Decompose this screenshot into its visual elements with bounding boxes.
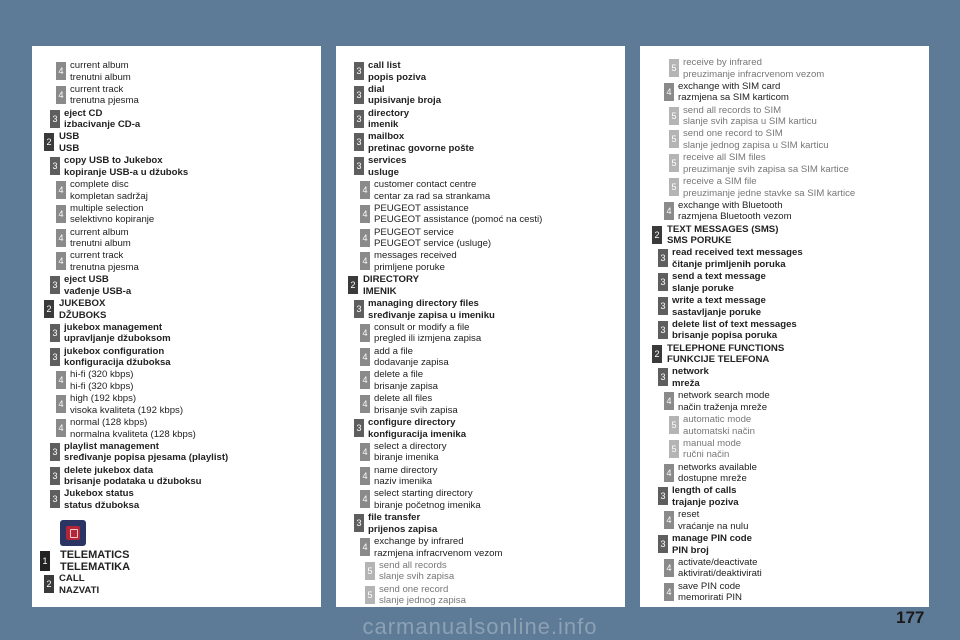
entry-label-en: TELEMATICS (60, 549, 130, 561)
menu-entry (640, 175, 929, 199)
entry-label-en: send all records (379, 559, 447, 571)
entry-label-hr: TELEMATIKA (60, 561, 131, 573)
level-badge: 4 (56, 419, 66, 437)
entry-label-hr: preuzimanje jedne stavke sa SIM kartice (683, 187, 856, 199)
entry-label-en: customer contact centre (374, 178, 477, 190)
menu-entry (32, 464, 321, 488)
level-badge: 4 (56, 229, 66, 247)
entry-label-en: hi-fi (320 kbps) (70, 369, 134, 381)
entry-label-hr: dostupne mreže (678, 473, 747, 485)
entry-label-en: receive a SIM file (683, 175, 757, 187)
menu-entry (32, 83, 321, 107)
level-badge: 4 (56, 62, 66, 80)
menu-entry-list (336, 59, 625, 606)
menu-entry (32, 59, 321, 83)
entry-label-en: networks available (678, 461, 757, 473)
entry-label-hr: dodavanje zapisa (374, 357, 449, 369)
menu-entry (336, 154, 625, 178)
level-badge: 4 (360, 181, 370, 199)
entry-label-en: exchange with Bluetooth (678, 199, 783, 211)
entry-label-en: activate/deactivate (678, 556, 758, 568)
entry-label-en: length of calls (672, 485, 737, 497)
menu-entry (640, 294, 929, 318)
page-number: 177 (896, 608, 925, 627)
entry-label-hr: izbacivanje CD-a (64, 119, 141, 131)
entry-label-hr: slanje poruke (672, 282, 734, 294)
entry-label-en: write a text message (672, 294, 766, 306)
menu-entry (640, 389, 929, 413)
menu-entry (640, 437, 929, 461)
entry-label-hr: SMS PORUKE (667, 235, 732, 247)
entry-label-hr: sređivanje popisa pjesama (playlist) (64, 452, 229, 464)
entry-label-hr: vađenje USB-a (64, 285, 132, 297)
menu-entry (640, 246, 929, 270)
entry-label-en: jukebox configuration (64, 345, 165, 357)
entry-label-en: reset (678, 509, 700, 521)
level-badge: 3 (50, 490, 60, 508)
entry-label-en: send one record to SIM (683, 128, 783, 140)
menu-entry (336, 226, 625, 250)
entry-label-hr: konfiguracija imenika (368, 428, 467, 440)
entry-label-en: services (368, 155, 407, 167)
entry-label-en: CALL (59, 573, 85, 584)
entry-label-en: current track (70, 83, 124, 95)
entry-label-hr: biranje početnog imenika (374, 499, 481, 511)
menu-entry (640, 556, 929, 580)
watermark: carmanualsonline.info (362, 614, 598, 639)
level-badge: 3 (50, 467, 60, 485)
entry-label-hr: preuzimanje svih zapisa sa SIM kartice (683, 163, 849, 175)
menu-entry (336, 83, 625, 107)
level-badge: 5 (669, 416, 679, 434)
level-badge: 3 (50, 324, 60, 342)
entry-label-en: call list (368, 60, 401, 71)
level-badge: 3 (354, 133, 364, 151)
entry-label-hr: PEUGEOT assistance (pomoć na cesti) (374, 214, 543, 226)
menu-entry (336, 559, 625, 583)
menu-entry (640, 342, 929, 366)
level-badge: 3 (658, 535, 668, 553)
menu-entry (32, 249, 321, 273)
entry-label-hr: konfiguracija džuboksa (64, 357, 171, 369)
level-badge: 3 (50, 157, 60, 175)
entry-label-hr: DŽUBOKS (59, 309, 107, 321)
level-badge: 3 (658, 487, 668, 505)
entry-label-en: send all records to SIM (683, 104, 782, 116)
level-badge: 4 (664, 559, 674, 577)
menu-entry (32, 178, 321, 202)
menu-entry (336, 107, 625, 131)
level-badge: 4 (360, 467, 370, 485)
level-badge: 5 (669, 59, 679, 77)
entry-label-en: high (192 kbps) (70, 393, 137, 405)
entry-label-hr: slanje jednog zapisa (379, 595, 466, 607)
entry-label-hr: prijenos zapisa (368, 523, 438, 535)
menu-entry (32, 107, 321, 131)
entry-label-hr: vraćanje na nulu (678, 520, 749, 532)
entry-label-hr: primljene poruke (374, 261, 445, 273)
entry-label-en: delete jukebox data (64, 464, 154, 476)
level-badge: 4 (56, 395, 66, 413)
entry-label-hr: memorirati PIN (678, 592, 742, 604)
entry-label-en: Jukebox status (64, 488, 134, 500)
entry-label-hr: trenutna pjesma (70, 95, 139, 107)
level-badge: 3 (354, 86, 364, 104)
menu-entry (640, 318, 929, 342)
entry-label-hr: slanje svih zapisa u SIM karticu (683, 116, 817, 128)
entry-label-en: managing directory files (368, 297, 479, 309)
entry-label-hr: USB (59, 142, 80, 154)
menu-entry (32, 130, 321, 154)
entry-label-hr: sređivanje zapisa u imeniku (368, 309, 495, 321)
level-badge: 4 (360, 324, 370, 342)
entry-label-hr: razmjena sa SIM karticom (678, 92, 789, 104)
entry-label-en: save PIN code (678, 580, 741, 592)
menu-column-3 (640, 46, 929, 607)
level-badge: 5 (669, 130, 679, 148)
entry-label-hr: pretinac govorne pošte (368, 142, 475, 154)
entry-label-hr: IMENIK (363, 285, 397, 297)
level-badge: 2 (348, 276, 358, 294)
level-badge: 4 (56, 86, 66, 104)
level-badge: 3 (354, 110, 364, 128)
entry-label-hr: naziv imenika (374, 476, 433, 488)
menu-entry (32, 273, 321, 297)
entry-label-en: send one record (379, 583, 449, 595)
entry-label-en: messages received (374, 250, 457, 262)
menu-entry (336, 178, 625, 202)
entry-label-en: consult or modify a file (374, 321, 470, 333)
entry-label-en: delete a file (374, 369, 424, 381)
entry-label-hr: usluge (368, 166, 399, 178)
entry-label-en: multiple selection (70, 202, 144, 214)
level-badge: 4 (56, 371, 66, 389)
entry-label-hr: čitanje primljenih poruka (672, 258, 786, 270)
level-badge: 5 (669, 154, 679, 172)
level-badge: 4 (664, 83, 674, 101)
menu-entry (640, 104, 929, 128)
level-badge: 3 (354, 514, 364, 532)
menu-entry (640, 532, 929, 556)
menu-entry (336, 368, 625, 392)
level-badge: 5 (365, 562, 375, 580)
entry-label-hr: FUNKCIJE TELEFONA (667, 354, 770, 366)
menu-entry (336, 535, 625, 559)
entry-label-en: DIRECTORY (363, 274, 419, 286)
menu-entry (640, 413, 929, 437)
entry-label-en: mailbox (368, 131, 405, 143)
entry-label-en: current album (70, 226, 129, 238)
entry-label-hr: ručni način (683, 449, 730, 461)
menu-entry (32, 345, 321, 369)
menu-entry (336, 345, 625, 369)
level-badge: 4 (664, 583, 674, 601)
entry-label-en: network (672, 366, 709, 378)
entry-label-en: playlist management (64, 440, 159, 452)
menu-entry (32, 440, 321, 464)
entry-label-hr: popis poziva (368, 71, 427, 83)
entry-label-en: name directory (374, 464, 438, 476)
menu-entry (32, 487, 321, 511)
level-badge: 2 (652, 345, 662, 363)
entry-label-en: PEUGEOT service (374, 226, 454, 238)
menu-entry (336, 202, 625, 226)
level-badge: 5 (669, 178, 679, 196)
entry-label-en: copy USB to Jukebox (64, 155, 163, 167)
level-badge: 3 (658, 273, 668, 291)
menu-entry (640, 508, 929, 532)
entry-label-hr: aktivirati/deaktivirati (678, 568, 762, 580)
entry-label-en: TELEPHONE FUNCTIONS (667, 342, 785, 354)
level-badge: 3 (354, 419, 364, 437)
entry-label-hr: PEUGEOT service (usluge) (374, 238, 492, 250)
level-badge: 4 (360, 348, 370, 366)
entry-label-hr: automatski način (683, 425, 755, 437)
menu-column-2 (336, 46, 625, 607)
level-badge: 5 (669, 440, 679, 458)
entry-label-hr: brisanje svih zapisa (374, 404, 458, 416)
level-badge: 4 (664, 392, 674, 410)
menu-entry (336, 583, 625, 607)
entry-label-hr: trajanje poziva (672, 496, 739, 508)
entry-label-hr: normalna kvaliteta (128 kbps) (70, 428, 196, 440)
menu-entry (336, 249, 625, 273)
entry-label-en: manage PIN code (672, 532, 752, 544)
entry-label-en: PEUGEOT assistance (374, 202, 469, 214)
telematics-icon (60, 520, 86, 546)
level-badge: 5 (669, 107, 679, 125)
entry-label-hr: pregled ili izmjena zapisa (374, 333, 482, 345)
menu-entry (336, 392, 625, 416)
level-badge: 3 (354, 62, 364, 80)
entry-label-hr: razmjena infracrvenom vezom (374, 547, 503, 559)
entry-label-hr: trenutni album (70, 238, 131, 250)
entry-label-en: select starting directory (374, 488, 473, 500)
entry-label-en: current album (70, 60, 129, 71)
menu-entry (640, 461, 929, 485)
entry-label-hr: trenutni album (70, 71, 131, 83)
menu-entry (640, 580, 929, 604)
entry-label-hr: upisivanje broja (368, 95, 442, 107)
entry-label-hr: preuzimanje infracrvenom vezom (683, 68, 825, 80)
entry-label-hr: NAZVATI (59, 584, 100, 596)
menu-entry (336, 416, 625, 440)
level-badge: 4 (360, 371, 370, 389)
level-badge: 2 (652, 226, 662, 244)
menu-entry-list (640, 56, 929, 603)
menu-entry (640, 56, 929, 80)
menu-entry (336, 59, 625, 83)
entry-label-en: exchange by infrared (374, 535, 464, 547)
entry-label-hr: trenutna pjesma (70, 261, 139, 273)
entry-label-en: receive by infrared (683, 57, 762, 68)
entry-label-en: jukebox management (64, 321, 163, 333)
entry-label-en: send a text message (672, 271, 766, 283)
level-badge: 4 (664, 202, 674, 220)
entry-label-hr: visoka kvaliteta (192 kbps) (70, 404, 184, 416)
level-badge: 3 (50, 110, 60, 128)
level-badge: 5 (365, 586, 375, 604)
menu-entry-list (32, 59, 321, 511)
entry-label-hr: razmjena Bluetooth vezom (678, 211, 792, 223)
entry-label-en: TEXT MESSAGES (SMS) (667, 223, 779, 235)
level-badge: 3 (50, 276, 60, 294)
entry-label-en: automatic mode (683, 413, 752, 425)
menu-entry (640, 127, 929, 151)
entry-label-en: select a directory (374, 440, 447, 452)
entry-label-en: dial (368, 83, 385, 95)
menu-entry (336, 321, 625, 345)
level-badge: 3 (658, 297, 668, 315)
entry-label-en: complete disc (70, 178, 129, 190)
entry-label-hr: slanje jednog zapisa u SIM karticu (683, 139, 829, 151)
entry-label-en: directory (368, 107, 410, 119)
entry-label-hr: PIN broj (672, 544, 709, 556)
level-badge: 2 (44, 133, 54, 151)
entry-label-en: eject CD (64, 107, 103, 119)
level-badge: 4 (360, 443, 370, 461)
menu-entry (640, 484, 929, 508)
level-badge: 3 (354, 157, 364, 175)
menu-entry (640, 199, 929, 223)
menu-entry (336, 273, 625, 297)
menu-entry (32, 202, 321, 226)
entry-label-hr: slanje svih zapisa (379, 571, 455, 583)
menu-entry (640, 270, 929, 294)
level-badge: 2 (44, 300, 54, 318)
entry-label-hr: selektivno kopiranje (70, 214, 155, 226)
level-badge: 4 (56, 205, 66, 223)
level-badge: 4 (360, 395, 370, 413)
level-badge: 3 (658, 249, 668, 267)
menu-entry (32, 321, 321, 345)
entry-label-hr: hi-fi (320 kbps) (70, 380, 134, 392)
entry-label-hr: brisanje podataka u džuboksu (64, 476, 202, 488)
level-badge: 3 (658, 368, 668, 386)
level-badge: 4 (360, 229, 370, 247)
entry-label-en: delete all files (374, 393, 433, 405)
menu-entry (32, 226, 321, 250)
entry-label-en: read received text messages (672, 247, 803, 259)
level-badge: 4 (56, 252, 66, 270)
menu-entry (336, 440, 625, 464)
entry-label-en: add a file (374, 345, 413, 357)
telematics-section (32, 520, 321, 600)
entry-label-en: receive all SIM files (683, 152, 766, 164)
level-badge: 4 (360, 205, 370, 223)
entry-label-en: exchange with SIM card (678, 80, 781, 92)
entry-label-en: file transfer (368, 512, 421, 524)
entry-label-hr: način traženja mreže (678, 401, 768, 413)
menu-entry (640, 223, 929, 247)
entry-label-hr: kopiranje USB-a u džuboks (64, 166, 189, 178)
menu-entry (32, 416, 321, 440)
menu-entry (336, 487, 625, 511)
entry-label-hr: centar za rad sa strankama (374, 190, 491, 202)
level-badge: 4 (360, 252, 370, 270)
menu-entry (336, 297, 625, 321)
entry-label-en: JUKEBOX (59, 297, 106, 309)
entry-label-hr: brisanje zapisa (374, 380, 438, 392)
menu-entry (640, 365, 929, 389)
entry-label-en: eject USB (64, 274, 109, 286)
entry-label-en: network search mode (678, 390, 770, 402)
entry-label-en: manual mode (683, 437, 742, 449)
level-badge: 4 (664, 511, 674, 529)
level-badge: 1 (40, 551, 50, 571)
entry-label-en: normal (128 kbps) (70, 416, 148, 428)
entry-label-hr: sastavljanje poruke (672, 306, 762, 318)
level-badge: 4 (664, 464, 674, 482)
entry-label-en: configure directory (368, 416, 456, 428)
level-badge: 4 (360, 538, 370, 556)
entry-label-hr: biranje imenika (374, 452, 439, 464)
menu-entry (32, 392, 321, 416)
entry-label-en: delete list of text messages (672, 318, 797, 330)
menu-entry (336, 464, 625, 488)
menu-entry (640, 80, 929, 104)
level-badge: 3 (354, 300, 364, 318)
entry-label-hr: status džuboksa (64, 499, 140, 511)
menu-entry (32, 297, 321, 321)
entry-label-hr: brisanje popisa poruka (672, 330, 778, 342)
menu-entry (336, 130, 625, 154)
level-badge: 3 (50, 348, 60, 366)
entry-label-hr: upravljanje džuboksom (64, 333, 171, 345)
menu-entry (640, 151, 929, 175)
menu-entry (32, 154, 321, 178)
level-badge: 3 (50, 443, 60, 461)
level-badge: 3 (658, 321, 668, 339)
entry-label-en: current track (70, 250, 124, 262)
menu-entry (32, 368, 321, 392)
entry-label-hr: imenik (368, 119, 399, 131)
level-badge: 4 (360, 490, 370, 508)
level-badge: 2 (44, 575, 54, 593)
menu-column-1 (32, 46, 321, 607)
entry-label-hr: kompletan sadržaj (70, 190, 148, 202)
entry-label-hr: mreža (672, 377, 700, 389)
menu-entry (336, 511, 625, 535)
level-badge: 4 (56, 181, 66, 199)
entry-label-en: USB (59, 131, 80, 143)
